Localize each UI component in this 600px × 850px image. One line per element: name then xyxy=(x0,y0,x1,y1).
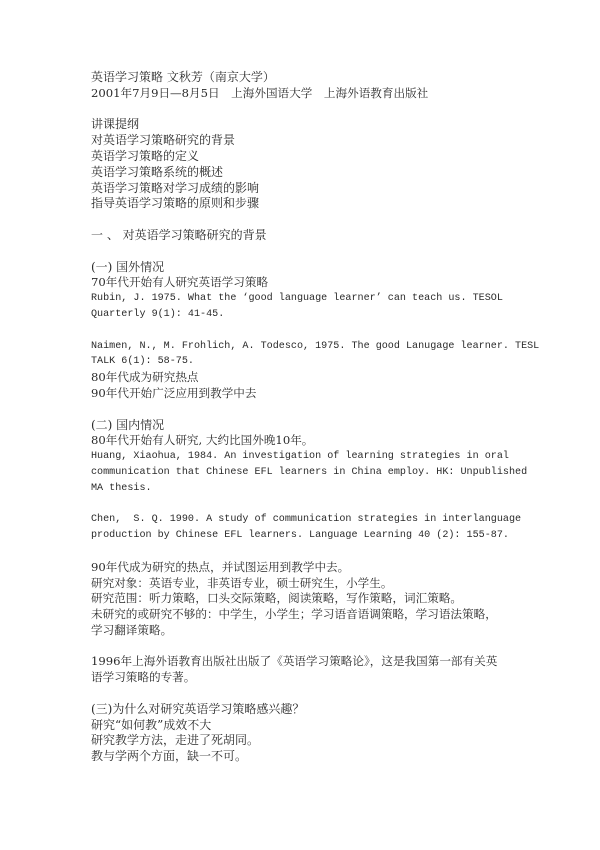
outline-item: 对英语学习策略研究的背景 xyxy=(91,133,236,148)
paragraph-line: 1996年上海外语教育出版社出版了《英语学习策略论》，这是我国第一部有关英 xyxy=(91,654,498,669)
doc-info: 2001年7月9日—8月5日 上海外国语大学 上海外语教育出版社 xyxy=(91,85,429,100)
paragraph-line: 90年代开始广泛应用到教学中去 xyxy=(91,385,257,400)
subsection-heading: (二) 国内情况 xyxy=(91,417,165,432)
subsection-heading: (三)为什么对研究英语学习策略感兴趣？ xyxy=(91,701,305,716)
reference-line: MA thesis. xyxy=(91,482,152,494)
reference-line: TALK 6(1): 58-75. xyxy=(91,356,194,368)
doc-title: 英语学习策略 文秋芳（南京大学） xyxy=(91,70,275,84)
reference-line: production by Chinese EFL learners. Language Learning 40 (2): 155-87. xyxy=(91,530,509,542)
paragraph-line: 教与学两个方面，缺一不可。 xyxy=(91,749,248,764)
paragraph-line: 研究范围：听力策略，口头交际策略，阅读策略，写作策略，词汇策略。 xyxy=(91,591,463,606)
paragraph-line: 90年代成为研究的热点，并试图运用到教学中去。 xyxy=(91,559,350,574)
paragraph-line: 研究“如何教”成效不大 xyxy=(91,717,212,732)
reference-line: Huang, Xiaohua, 1984. An investigation of learning strategies in oral xyxy=(91,451,509,463)
paragraph-line: 语学习策略的专著。 xyxy=(91,670,196,685)
outline-item: 英语学习策略系统的概述 xyxy=(91,164,224,179)
section-heading: 一 、 对英语学习策略研究的背景 xyxy=(91,227,267,242)
paragraph-line: 80年代开始有人研究, 大约比国外晚10年。 xyxy=(91,433,314,448)
reference-line: Rubin, J. 1975. What the ‘good language learner’ can teach us. TESOL xyxy=(91,293,503,305)
outline-item: 英语学习策略对学习成绩的影响 xyxy=(91,180,260,195)
reference-line: Quarterly 9(1): 41-45. xyxy=(91,308,225,320)
document-page xyxy=(91,70,540,765)
reference-line: Naimen, N., M. Frohlich, A. Todesco, 1975. The good Lanugage learner. TESL xyxy=(91,340,540,352)
outline-heading: 讲课提纲 xyxy=(91,117,140,132)
outline-item: 指导英语学习策略的原则和步骤 xyxy=(91,196,260,211)
reference-line: communication that Chinese EFL learners in China employ. HK: Unpublished xyxy=(91,466,528,478)
subsection-heading: (一) 国外情况 xyxy=(91,259,165,274)
paragraph-line: 80年代成为研究热点 xyxy=(91,370,199,385)
paragraph-line: 学习翻译策略。 xyxy=(91,622,173,637)
paragraph-line: 研究教学方法，走进了死胡同。 xyxy=(91,733,260,748)
paragraph-line: 研究对象：英语专业，非英语专业，硕士研究生，小学生。 xyxy=(91,575,393,590)
reference-line: Chen, S. Q. 1990. A study of communication strategies in interlanguage xyxy=(91,514,522,526)
paragraph-line: 70年代开始有人研究英语学习策略 xyxy=(91,275,269,290)
paragraph-line: 未研究的或研究不够的：中学生，小学生；学习语音语调策略，学习语法策略， xyxy=(91,607,497,622)
outline-item: 英语学习策略的定义 xyxy=(91,148,200,163)
